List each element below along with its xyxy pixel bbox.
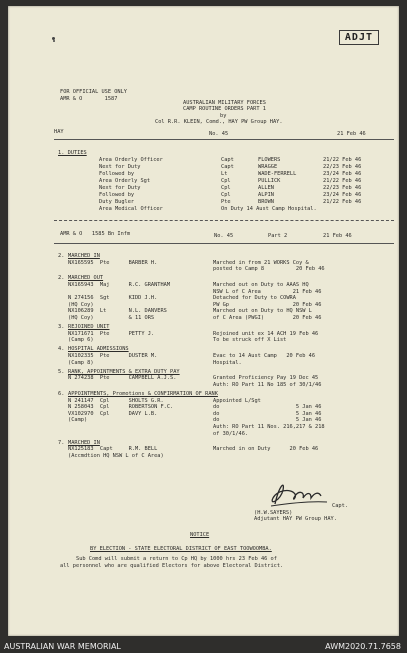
adjt-stamp: ADJT <box>339 30 379 45</box>
entry-detail: Marched out on Duty to HQ NSW L <box>213 308 312 315</box>
order-date: 21 Feb 46 <box>337 131 366 137</box>
document-page <box>8 6 399 636</box>
entry-detail: PW Gp 20 Feb 46 <box>213 301 322 308</box>
entry-personnel: (Camp 8) <box>68 359 94 366</box>
entry-detail: Auth: RO Part 11 Nos. 216,217 & 218 <box>213 423 325 430</box>
entry-detail: Marched in on Duty 20 Feb 46 <box>213 446 319 453</box>
duty-name: FLOWERS <box>258 157 281 163</box>
entry-title: RANK, APPOINTMENTS & EXTRA DUTY PAY <box>68 368 180 375</box>
entry-personnel: N 274156 Sgt KIDD J.H. <box>68 295 158 302</box>
entry-personnel: NX165943 Maj R.C. GRANTHAM <box>68 281 171 288</box>
part2-date: 21 Feb 46 <box>323 233 352 239</box>
entry-detail: To be struck off X List <box>213 337 287 344</box>
duty-rank: Capt <box>221 157 234 163</box>
duty-rank: Cpl <box>221 185 231 191</box>
entry-detail: Evac to 14 Aust Camp 20 Feb 46 <box>213 352 316 359</box>
entry-personnel: (Accmdtion HQ NSW L of C Area) <box>68 452 164 459</box>
entry-personnel: NX165595 Pte BARBER H. <box>68 259 158 266</box>
punch-hole <box>53 40 55 42</box>
entry-detail: Hospital. <box>213 359 242 366</box>
entry-number: 2. <box>58 253 65 259</box>
entry-personnel: NX171671 Pte PETTY J. <box>68 330 155 337</box>
duty-role: Next for Duty <box>99 164 141 170</box>
entry-personnel: N 258043 Cpl ROBERTSON F.C. <box>68 404 174 411</box>
entry-detail: NSW L of C Area 21 Feb 46 <box>213 288 322 295</box>
entry-title: HOSPITAL ADMISSIONS <box>68 346 129 353</box>
command-line: Col R.R. KLEIN, Comd., HAY PW Group HAY. <box>155 119 283 125</box>
duty-dates: 22/23 Feb 46 <box>323 164 362 170</box>
entry-detail: Appointed L/Sgt <box>213 397 261 404</box>
entry-number: 5. <box>58 368 65 375</box>
duty-rank: Cpl <box>221 178 231 184</box>
duty-dates: 21/22 Feb 46 <box>323 157 362 163</box>
duty-rank: Lt <box>221 171 228 177</box>
part2-number: No. 45 <box>214 233 234 239</box>
entry-title: MARCHED OUT <box>68 275 104 282</box>
entry-title: APPOINTMENTS, Promotions & CONFIRMATION OF RANK <box>68 390 218 397</box>
entry-detail: Marched out on Duty to AAAS HQ <box>213 281 309 288</box>
duty-role: Duty Bugler <box>99 199 135 205</box>
duty-name: WADE-FERRELL <box>258 171 297 177</box>
entry-personnel: NX125183 Capt R.M. BELL <box>68 446 158 453</box>
signature-image <box>261 476 331 510</box>
entry-personnel: (HQ Coy) & 11 ORS <box>68 314 155 321</box>
entry-personnel: N 241147 Cpl SHOLTS G.R. <box>68 397 164 404</box>
entry-number: 3. <box>58 324 65 330</box>
footer-institution: AUSTRALIAN WAR MEMORIAL <box>4 642 121 651</box>
entry-detail: Rejoined unit ex 14 ACH 19 Feb 46 <box>213 330 319 337</box>
entry-detail: Detached for Duty to COWRA <box>213 295 296 302</box>
notice-subheading: BY ELECTION - STATE ELECTORAL DISTRICT OF EAST TOOWOOMBA. <box>90 546 272 552</box>
official-use-label: FOR OFFICIAL USE ONLY <box>60 89 127 95</box>
duty-name: PULLICK <box>258 178 281 184</box>
part2-reference: AMR & O 1585 Bn Infm <box>60 231 131 237</box>
notice-line-2: all personnel who are qualified Electors for above Electoral District. <box>60 563 284 569</box>
medical-officer-value: On Duty 14 Aust Camp Hospital. <box>221 206 317 212</box>
entry-personnel: (Camp) <box>68 417 88 424</box>
signature-typed-name: (H.W.SAYERS) <box>254 510 293 516</box>
location: HAY <box>54 129 64 135</box>
notice-heading: NOTICE <box>190 532 210 538</box>
entry-personnel: NX106289 Lt N.L. DANVERS <box>68 308 167 315</box>
duty-rank: Cpl <box>221 192 231 198</box>
org-line-2: CAMP ROUTINE ORDERS PART 1 <box>183 106 266 112</box>
medical-officer-role: Area Medical Officer <box>99 206 163 212</box>
entry-detail: Granted Proficiency Pay 19 Dec 45 <box>213 375 319 382</box>
entry-detail: Auth: RO Part 11 No 185 of 30/1/46 <box>213 381 322 388</box>
org-line-1: AUSTRALIAN MILITARY FORCES <box>183 100 266 106</box>
entry-title: REJOINED UNIT <box>68 324 110 330</box>
duty-name: WRAGGE <box>258 164 278 170</box>
duty-name: BROWN <box>258 199 274 205</box>
signature-title: Adjutant HAY PW Group HAY. <box>254 516 337 522</box>
entry-number: 6. <box>58 390 65 397</box>
duty-name: ALLEN <box>258 185 274 191</box>
entry-detail: do 5 Jan 46 <box>213 404 322 411</box>
duty-role: Followed by <box>99 192 135 198</box>
duty-role: Area Orderly Sgt <box>99 178 151 184</box>
entry-personnel: NX102335 Pte DUSTER M. <box>68 352 158 359</box>
notice-line-1: Sub Comd will submit a return to Cp HQ by 1000 hrs 23 Feb 46 of <box>76 556 277 562</box>
duty-dates: 21/22 Feb 46 <box>323 178 362 184</box>
entry-detail: posted to Camp 8 20 Feb 46 <box>213 266 325 273</box>
duties-title: 1. DUTIES <box>58 150 87 156</box>
footer-accession-number: AWM2020.71.7658 <box>325 642 401 651</box>
entry-number: 2. <box>58 275 65 282</box>
duty-role: Next for Duty <box>99 185 141 191</box>
part2-label: Part 2 <box>268 233 288 239</box>
order-number: No. 45 <box>209 131 229 137</box>
entry-title: MARCHED IN <box>68 253 100 259</box>
entry-detail: Marched in from 21 WORKS Coy & <box>213 259 309 266</box>
entry-personnel: VX102970 Cpl DAVY L.B. <box>68 410 158 417</box>
entry-title: MARCHED IN <box>68 439 100 446</box>
duty-dates: 23/24 Feb 46 <box>323 192 362 198</box>
entry-detail: of 30/1/46. <box>213 430 249 437</box>
org-line-3: by <box>220 113 227 119</box>
entry-detail: do 5 Jan 46 <box>213 417 322 424</box>
archive-footer <box>0 640 407 653</box>
duty-name: ALPIN <box>258 192 274 198</box>
header-rule <box>54 139 394 140</box>
part2-rule <box>54 243 394 244</box>
duty-rank: Capt <box>221 164 234 170</box>
duty-dates: 22/23 Feb 46 <box>323 185 362 191</box>
duty-rank: Pte <box>221 199 231 205</box>
entry-personnel: (HQ Coy) <box>68 301 94 308</box>
signature-rank: Capt. <box>332 503 348 509</box>
duty-role: Area Orderly Officer <box>99 157 163 163</box>
entry-personnel: N 274238 Pte CAMPBELL A.J.S. <box>68 375 177 382</box>
entry-detail: do 5 Jan 46 <box>213 410 322 417</box>
duty-dates: 21/22 Feb 46 <box>323 199 362 205</box>
amr-reference: AMR & O 1587 <box>60 96 118 102</box>
entry-personnel: (Camp 6) <box>68 337 94 344</box>
entry-number: 7. <box>58 439 65 446</box>
duty-role: Followed by <box>99 171 135 177</box>
duties-rule <box>54 220 394 221</box>
duty-dates: 23/24 Feb 46 <box>323 171 362 177</box>
entry-number: 4. <box>58 346 65 353</box>
entry-detail: of C Area (PWGI) 20 Feb 46 <box>213 314 322 321</box>
